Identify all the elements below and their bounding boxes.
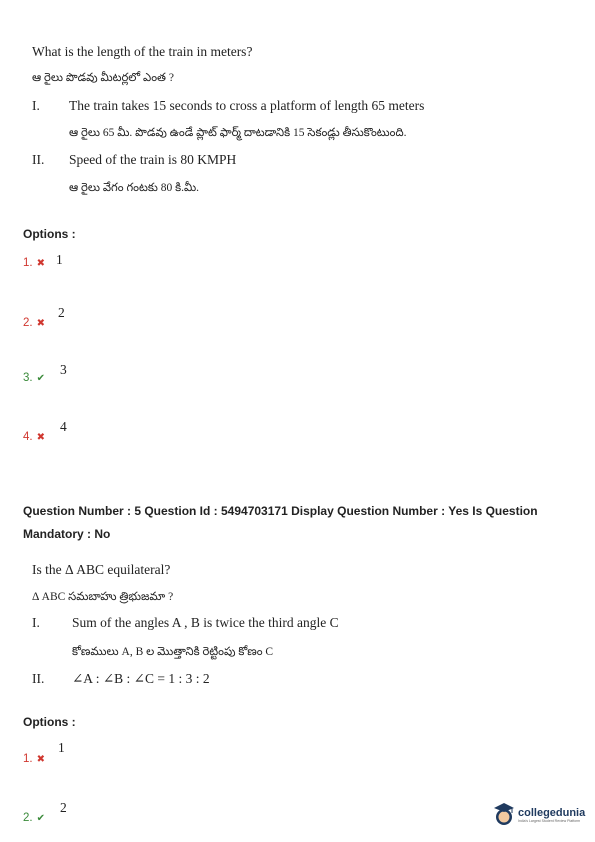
q5-option-1-value: 1: [58, 740, 65, 755]
q4-option-1-value: 1: [56, 252, 63, 267]
option-number: 4.: [23, 431, 33, 443]
brand-name: collegedunia: [518, 806, 586, 819]
q4-stem-te: ఆ రైలు పొడవు మీటర్లలో ఎంత ?: [32, 72, 174, 84]
q5-option-1[interactable]: [23, 749, 45, 767]
wrong-mark-icon: ✖: [36, 258, 45, 269]
q4-stem-en: What is the length of the train in meters?: [32, 44, 253, 59]
graduate-mascot-icon: [493, 802, 515, 828]
q4-statement-1-en: The train takes 15 seconds to cross a platform of length 65 meters: [69, 98, 425, 113]
q4-statement-2-roman: II.: [32, 152, 45, 167]
correct-check-icon: ✔: [36, 373, 45, 384]
q4-statement-1-te: ఆ రైలు 65 మీ. పొడవు ఉండే ప్లాట్ ఫార్మ్ దాటడానికి 15 సెకండ్లు తీసుకొంటుంది.: [69, 127, 407, 139]
q4-option-3-value: 3: [60, 362, 67, 377]
option-number: 1.: [23, 257, 33, 269]
q5-statement-2-en: ∠A : ∠B : ∠C = 1 : 3 : 2: [72, 671, 210, 686]
q5-heading: [23, 500, 538, 546]
q4-option-4[interactable]: [23, 427, 45, 445]
brand-tagline: India's Largest Student Review Platform: [518, 818, 581, 823]
q4-statement-2-te: ఆ రైలు వేగం గంటకు 80 కి.మీ.: [69, 182, 200, 194]
q5-heading-line-2: Mandatory : No: [23, 527, 111, 541]
q4-option-2-value: 2: [58, 305, 65, 320]
option-number: 1.: [23, 753, 33, 765]
q5-option-2[interactable]: [23, 808, 45, 826]
option-number: 2.: [23, 812, 33, 824]
q4-option-3[interactable]: [23, 368, 45, 386]
wrong-mark-icon: ✖: [36, 432, 45, 443]
wrong-mark-icon: ✖: [36, 318, 45, 329]
correct-check-icon: ✔: [36, 813, 45, 824]
q5-statement-2-roman: II.: [32, 671, 45, 686]
q4-statement-2-en: Speed of the train is 80 KMPH: [69, 152, 237, 167]
q5-statement-1-roman: I.: [32, 615, 40, 630]
q5-option-2-value: 2: [60, 800, 67, 815]
q4-statement-1-roman: I.: [32, 98, 40, 113]
q5-options-label: Options :: [23, 715, 76, 729]
q5-statement-1-te: కోణములు A, B ల మొత్తానికి రెట్టింపు కోణం C: [72, 646, 274, 658]
q4-option-2[interactable]: [23, 313, 45, 331]
option-number: 2.: [23, 317, 33, 329]
q5-stem-en: Is the Δ ABC equilateral?: [32, 562, 171, 577]
q4-option-4-value: 4: [60, 419, 67, 434]
option-number: 3.: [23, 372, 33, 384]
q4-option-1[interactable]: [23, 253, 45, 271]
q5-stem-te: Δ ABC సమబాహు త్రిభుజమా ?: [32, 591, 174, 603]
q4-options-label: Options :: [23, 227, 76, 241]
q5-statement-1-en: Sum of the angles A , B is twice the third angle C: [72, 615, 339, 630]
q5-heading-line-1: Question Number : 5 Question Id : 5494703171 Display Question Number : Yes Is Question: [23, 504, 538, 518]
wrong-mark-icon: ✖: [36, 754, 45, 765]
collegedunia-logo: [493, 802, 585, 828]
